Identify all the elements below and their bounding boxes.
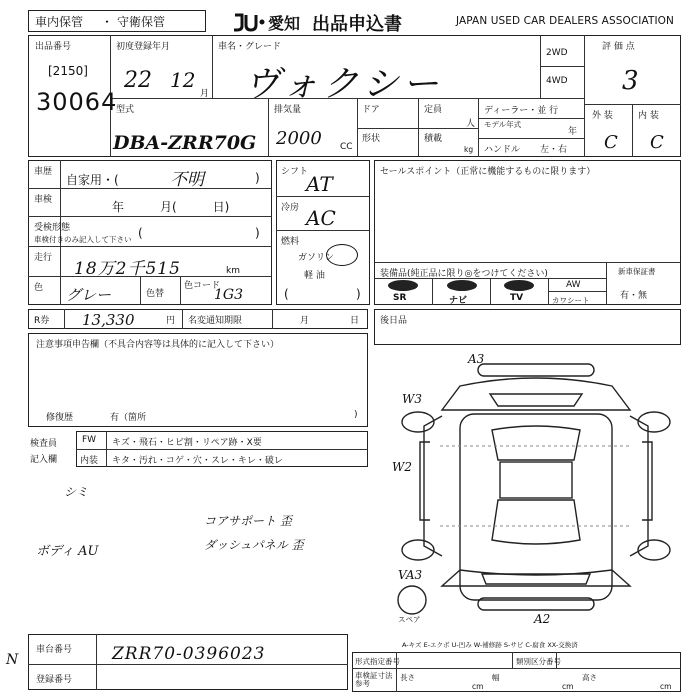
ac-value: AC (306, 206, 336, 230)
spare-label: スペア (398, 615, 421, 624)
type-label: 型式 (116, 105, 135, 115)
interior-insp-label: 内装 (80, 456, 99, 466)
note-body: ボディ AU (36, 544, 99, 559)
recycle-amount: 13,330 (82, 311, 135, 329)
warranty-label: 新車保証書 (618, 267, 656, 276)
lot-number: 30064 (36, 88, 118, 116)
dimension-label: 車検証寸法 参考 (355, 671, 393, 688)
handle-value: 左・右 (540, 145, 568, 155)
drive-4wd: 4WD (546, 76, 568, 86)
model-year-label: モデル年式 (484, 120, 522, 129)
first-reg-label: 初度登録年月 (116, 42, 171, 52)
color-value: グレー (66, 286, 112, 304)
first-reg-year: 22 (124, 68, 152, 93)
storage-badges: 車内保管 ・ 守衛保管 (28, 10, 206, 32)
warranty-value: 有・無 (620, 291, 648, 301)
interior-grade: C (650, 132, 664, 153)
model-name-label: 車名・グレード (218, 42, 282, 52)
after-items-block (374, 309, 681, 345)
history-value: 自家用・( (66, 173, 119, 187)
mark-w3: W3 (402, 392, 422, 406)
color-change-label: 色替 (146, 289, 165, 299)
inspection-date: 年 月( 日) (112, 200, 230, 214)
shift-value: AT (306, 172, 333, 196)
equipment-aw: AW (566, 280, 581, 290)
lot-sub-number: [2150] (48, 64, 88, 78)
mark-va3: VA3 (398, 568, 423, 582)
equipment-tv: TV (510, 293, 524, 303)
fw-label: FW (82, 435, 97, 445)
reg-number-label: 登録番号 (36, 675, 73, 685)
grade-score: 3 (622, 66, 639, 96)
load-label: 積載 (424, 134, 443, 144)
exterior-grade: C (604, 132, 618, 153)
badge-guard: 守衛保管 (117, 15, 166, 29)
color-code-label: 色コード (184, 281, 221, 291)
shape-label: 形状 (362, 134, 381, 144)
tv-circled-mark (504, 280, 534, 291)
logo-text: 愛知 (268, 14, 301, 33)
sr-circled-mark (388, 280, 418, 291)
inspection-form-label: 受検形態 (34, 223, 71, 233)
ac-label: 冷房 (281, 203, 300, 213)
repair-value: 有（箇所 (110, 413, 147, 423)
history-label: 車歴 (34, 167, 53, 177)
color-code-value: 1G3 (214, 287, 243, 303)
interior-label: 内 装 (638, 111, 659, 121)
notes-label: 注意事項申告欄（不具合内容等は具体的に記入して下さい） (36, 340, 280, 350)
history-unknown: 不明 (170, 170, 204, 190)
shift-label: シフト (281, 167, 309, 177)
mileage-value: 18万2千515 (74, 259, 181, 279)
equipment-leather: カワシート (552, 296, 590, 305)
badge-indoor: 車内保管 (35, 15, 84, 29)
dealer-label: ディーラー・並 行 (484, 106, 559, 116)
equipment-label: 装備品(純正品に限り◎をつけてください) (380, 269, 548, 279)
length-label: 長さ (400, 673, 415, 682)
fuel-gasoline: ガソリン (298, 253, 335, 263)
first-reg-month: 12 (170, 68, 196, 92)
color-label: 色 (34, 283, 44, 293)
transfer-label: 名変通知期限 (188, 316, 243, 326)
inspection-form-note: 車検付きのみ記入して下さい (34, 235, 132, 244)
recycle-label: R券 (34, 316, 50, 326)
category-label: 類別区分番号 (516, 657, 561, 666)
form-title: 出品申込書 (312, 14, 402, 35)
lot-label: 出品番号 (35, 42, 72, 52)
door-label: ドア (362, 105, 380, 115)
equipment-navi: ナビ (449, 296, 468, 306)
height-label: 高さ (582, 673, 597, 682)
damage-legend: A-キズ E-エクボ U-凹み W-補修跡 S-サビ C-腐食 XX-交換済 (402, 641, 578, 649)
fw-items: キズ・飛石・ヒビ割・リペア跡・X要 (112, 438, 262, 448)
inspection-label: 車検 (34, 195, 53, 205)
selling-points-label: セールスポイント（正常に機能するものに限ります） (380, 167, 596, 177)
displacement-value: 2000 (276, 128, 322, 149)
note-stain: シミ (64, 485, 89, 499)
equipment-sr: SR (393, 293, 407, 303)
car-damage-diagram (390, 350, 680, 630)
handle-label: ハンドル (484, 145, 521, 155)
fuel-diesel: 軽 油 (304, 271, 325, 281)
ju-logo-icon (232, 12, 266, 32)
margin-mark: N (6, 652, 19, 668)
fuel-selected-circle (326, 244, 358, 266)
mark-a2: A2 (534, 612, 551, 626)
note-dash: ダッシュパネル 歪 (204, 538, 304, 552)
vehicle-type: DBA-ZRR70G (113, 132, 257, 154)
chassis-label: 車台番号 (36, 645, 73, 655)
capacity-label: 定員 (424, 105, 443, 115)
mileage-label: 走行 (34, 253, 53, 263)
navi-circled-mark (447, 280, 477, 291)
repair-label: 修復歴 (46, 413, 74, 423)
drive-2wd: 2WD (546, 48, 568, 58)
displacement-label: 排気量 (274, 105, 302, 115)
fuel-label: 燃料 (281, 237, 300, 247)
association-name: JAPAN USED CAR DEALERS ASSOCIATION (456, 15, 674, 27)
note-core-support: コアサポート 歪 (204, 514, 292, 528)
model-name: ヴォクシー (244, 64, 443, 105)
mark-a3-front: A3 (468, 352, 485, 366)
mark-w2: W2 (392, 460, 412, 474)
interior-items: キタ・汚れ・コゲ・穴・スレ・キレ・破レ (112, 456, 283, 466)
exterior-label: 外 装 (592, 111, 613, 121)
chassis-number: ZRR70-0396023 (112, 644, 266, 664)
width-label: 幅 (492, 673, 500, 682)
inspector-label: 検査員 (30, 439, 58, 449)
entry-label: 記入欄 (30, 455, 58, 465)
after-items-label: 後日品 (380, 316, 408, 326)
designation-label: 形式指定番号 (355, 657, 400, 666)
grade-label: 評 価 点 (602, 42, 635, 52)
